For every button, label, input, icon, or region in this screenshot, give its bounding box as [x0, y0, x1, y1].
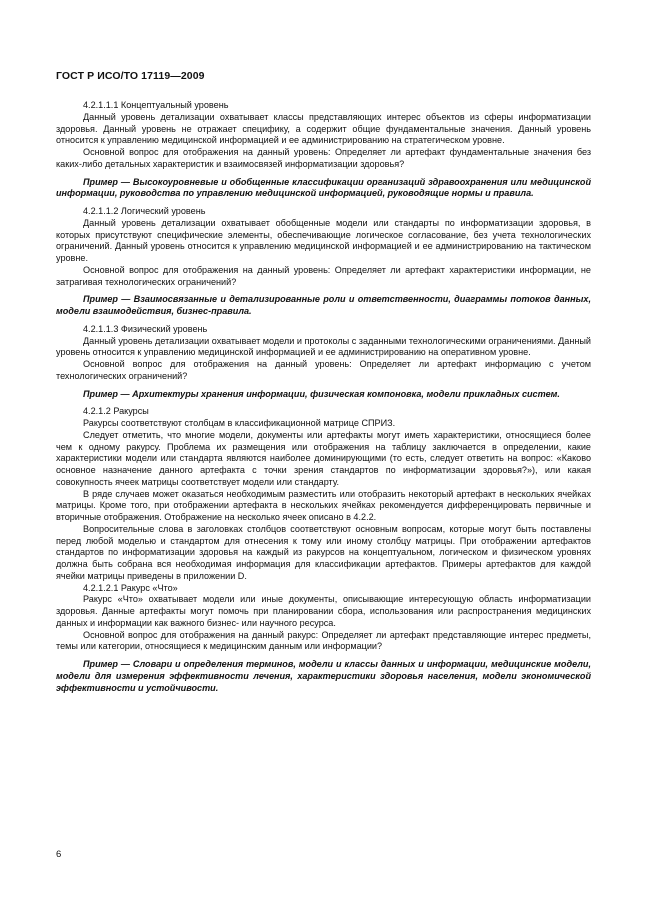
paragraph: Основной вопрос для отображения на данный уровень: Определяет ли артефакт характеристики информации, не затрагивая технологических ограничений?	[56, 264, 591, 287]
paragraph: Основной вопрос для отображения на данный уровень: Определяет ли артефакт фундаментальные значения без каких-либо детальных характеристик и взаимосвязей информатизации здоровья?	[56, 147, 591, 169]
example-paragraph: Пример — Словари и определения терминов, модели и классы данных и информации, медицинские модели, модели для измерения эффективности лечения, характеристики здоровья населения, модели экономической эффективности и устойчивости.	[56, 659, 591, 693]
paragraph: Данный уровень детализации охватывает модели и протоколы с заданными технологическими ограничениями. Данный уровень относится к управлению медицинской информацией и ее администрированию на оперативном уровне.	[56, 335, 591, 358]
paragraph: Ракурсы соответствуют столбцам в классификационной матрице СПРИЗ.	[83, 418, 396, 428]
example-paragraph: Пример — Высокоуровневые и обобщенные классификации организаций здравоохранения или медицинской информации, руководства по управлению медицинской информацией, руководящие нормы и правила.	[56, 176, 591, 199]
paragraph: Вопросительные слова в заголовках столбцов соответствуют основным вопросам, которые могут быть поставлены перед любой моделью и стандартом для отнесения к тому или иному столбцу матрицы. При отображении артефактов стандартов по информатизации здоровья на каждый из ракурсов на концептуальном, логическом и физическом уровнях должна быть собрана вся необходимая информация для классификации артефактов. Примеры артефактов для каждой ячейки матрицы приведены в приложении D.	[56, 523, 591, 581]
paragraph: Данный уровень детализации охватывает классы представляющих интерес объектов из сферы информатизации здоровья. Данный уровень не отражает специфику, а содержит общие фундаментальные значения. Данный уровень относится к управлению медицинской информацией и ее администрированию на стратегическом уровне.	[56, 111, 591, 146]
heading-conceptual-level: 4.2.1.1.1 Концептуальный уровень	[83, 100, 229, 110]
heading-logical-level: 4.2.1.1.2 Логический уровень	[83, 206, 206, 216]
paragraph: Данный уровень детализации охватывает обобщенные модели или стандарты по информатизации здоровья, в которых присутствуют специфические элементы, обеспечивающие логическое согласование, без учета технологических ограничений. Данный уровень относится к управлению медицинской информацией и ее администрированию на тактическом уровне.	[56, 217, 591, 263]
example-paragraph: Пример — Архитектуры хранения информации, физическая компоновка, модели прикладных систем.	[83, 388, 560, 399]
paragraph: Ракурс «Что» охватывает модели или иные документы, описывающие интересующую область информатизации здоровья. Данные артефакты могут помочь при планировании сбора, использования или распространения медицинских данных и информации как важного бизнес- или научного ресурса.	[56, 594, 591, 628]
heading-perspectives: 4.2.1.2 Ракурсы	[83, 406, 149, 417]
heading-what-perspective: 4.2.1.2.1 Ракурс «Что»	[83, 582, 178, 593]
page-number: 6	[56, 849, 62, 860]
document-header: ГОСТ Р ИСО/ТО 17119—2009	[56, 70, 205, 82]
heading-physical-level: 4.2.1.1.3 Физический уровень	[83, 323, 208, 334]
paragraph: В ряде случаев может оказаться необходимым разместить или отобразить некоторый артефакт в нескольких ячейках матрицы. Кроме того, при отображении артефакта в нескольких ячейках рекомендуется дифференцировать первичные и вторичные отображения. Отображение на несколько ячеек описано в 4.2.2.	[56, 488, 591, 522]
paragraph: Основной вопрос для отображения на данный уровень: Определяет ли артефакт информацию с учетом технологических ограничений?	[56, 359, 591, 381]
paragraph: Следует отметить, что многие модели, документы или артефакты могут иметь характеристики, относящиеся более чем к одному ракурсу. Проблема их размещения или отображения на таблицу заключается в определении, какие характеристики модели или стандарта являются наиболее доминирующими (то есть, следует ответить на вопрос: «Каково основное назначение данного артефакта с точки зрения стандартов по информатизации здоровья?»), или какая совокупность ячеек матрицы соответствует модели или стандарту.	[56, 429, 591, 487]
paragraph: Основной вопрос для отображения на данный ракурс: Определяет ли артефакт представляющие интерес предметы, темы или категории, относящиеся к медицинским данным или информации?	[56, 629, 591, 652]
example-paragraph: Пример — Взаимосвязанные и детализированные роли и ответственности, диаграммы потоков данных, модели взаимодействия, бизнес-правила.	[56, 294, 591, 316]
document-body	[56, 100, 591, 700]
